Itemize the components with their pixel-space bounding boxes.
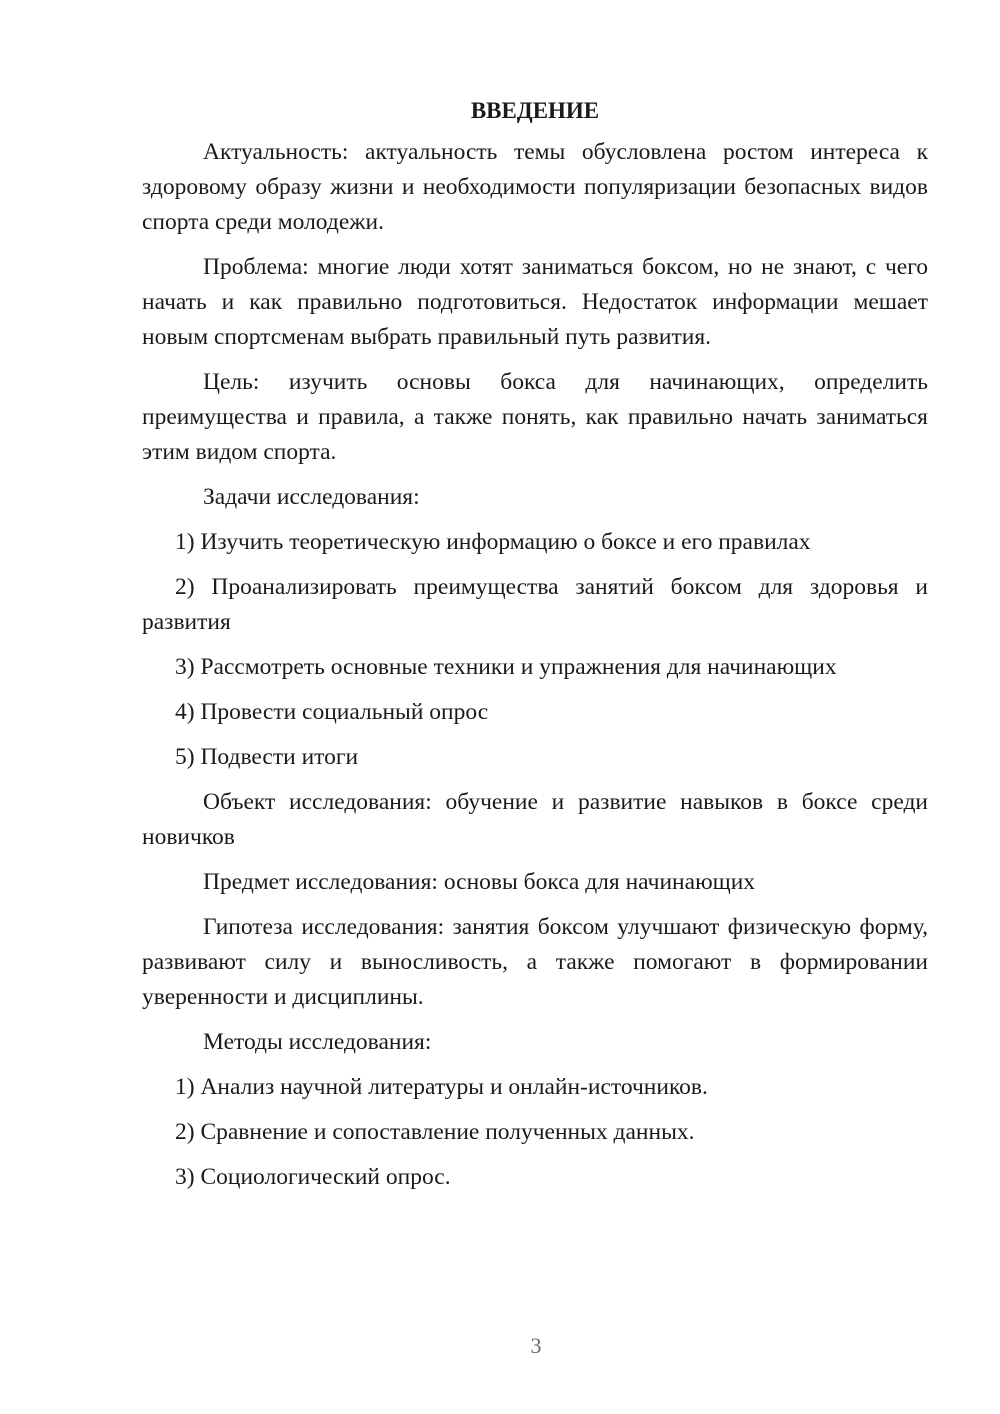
page-number: 3 <box>530 1333 542 1358</box>
tasks-heading: Задачи исследования: <box>203 484 420 510</box>
page-title: ВВЕДЕНИЕ <box>470 98 600 123</box>
paragraph-subject: Предмет исследования: основы бокса для начинающих <box>203 869 756 895</box>
paragraph-goal: Цель: изучить основы бокса для начинающих, определить преимущества и правила, а также понять, как правильно начать заниматься этим видом спорта. <box>142 369 928 465</box>
method-item-2: 2) Сравнение и сопоставление полученных данных. <box>175 1119 695 1145</box>
task-item-3: 3) Рассмотреть основные техники и упражнения для начинающих <box>175 654 837 680</box>
task-item-1: 1) Изучить теоретическую информацию о боксе и его правилах <box>175 529 811 555</box>
paragraph-problem: Проблема: многие люди хотят заниматься боксом, но не знают, с чего начать и как правильно подготовиться. Недостаток информации мешает новым спортсменам выбрать правильный путь развития. <box>142 254 928 350</box>
task-item-4: 4) Провести социальный опрос <box>175 699 489 725</box>
method-item-1: 1) Анализ научной литературы и онлайн-источников. <box>175 1074 708 1100</box>
task-item-2: 2) Проанализировать преимущества занятий боксом для здоровья и развития <box>142 574 928 635</box>
task-item-5: 5) Подвести итоги <box>175 744 359 770</box>
document-body <box>142 96 928 1205</box>
methods-heading: Методы исследования: <box>203 1029 432 1055</box>
paragraph-relevance: Актуальность: актуальность темы обусловлена ростом интереса к здоровому образу жизни и необходимости популяризации безопасных видов спорта среди молодежи. <box>142 139 928 235</box>
paragraph-object: Объект исследования: обучение и развитие навыков в боксе среди новичков <box>142 789 928 850</box>
method-item-3: 3) Социологический опрос. <box>175 1164 451 1190</box>
paragraph-hypothesis: Гипотеза исследования: занятия боксом улучшают физическую форму, развивают силу и выносливость, а также помогают в формировании уверенности и дисциплины. <box>142 914 928 1010</box>
